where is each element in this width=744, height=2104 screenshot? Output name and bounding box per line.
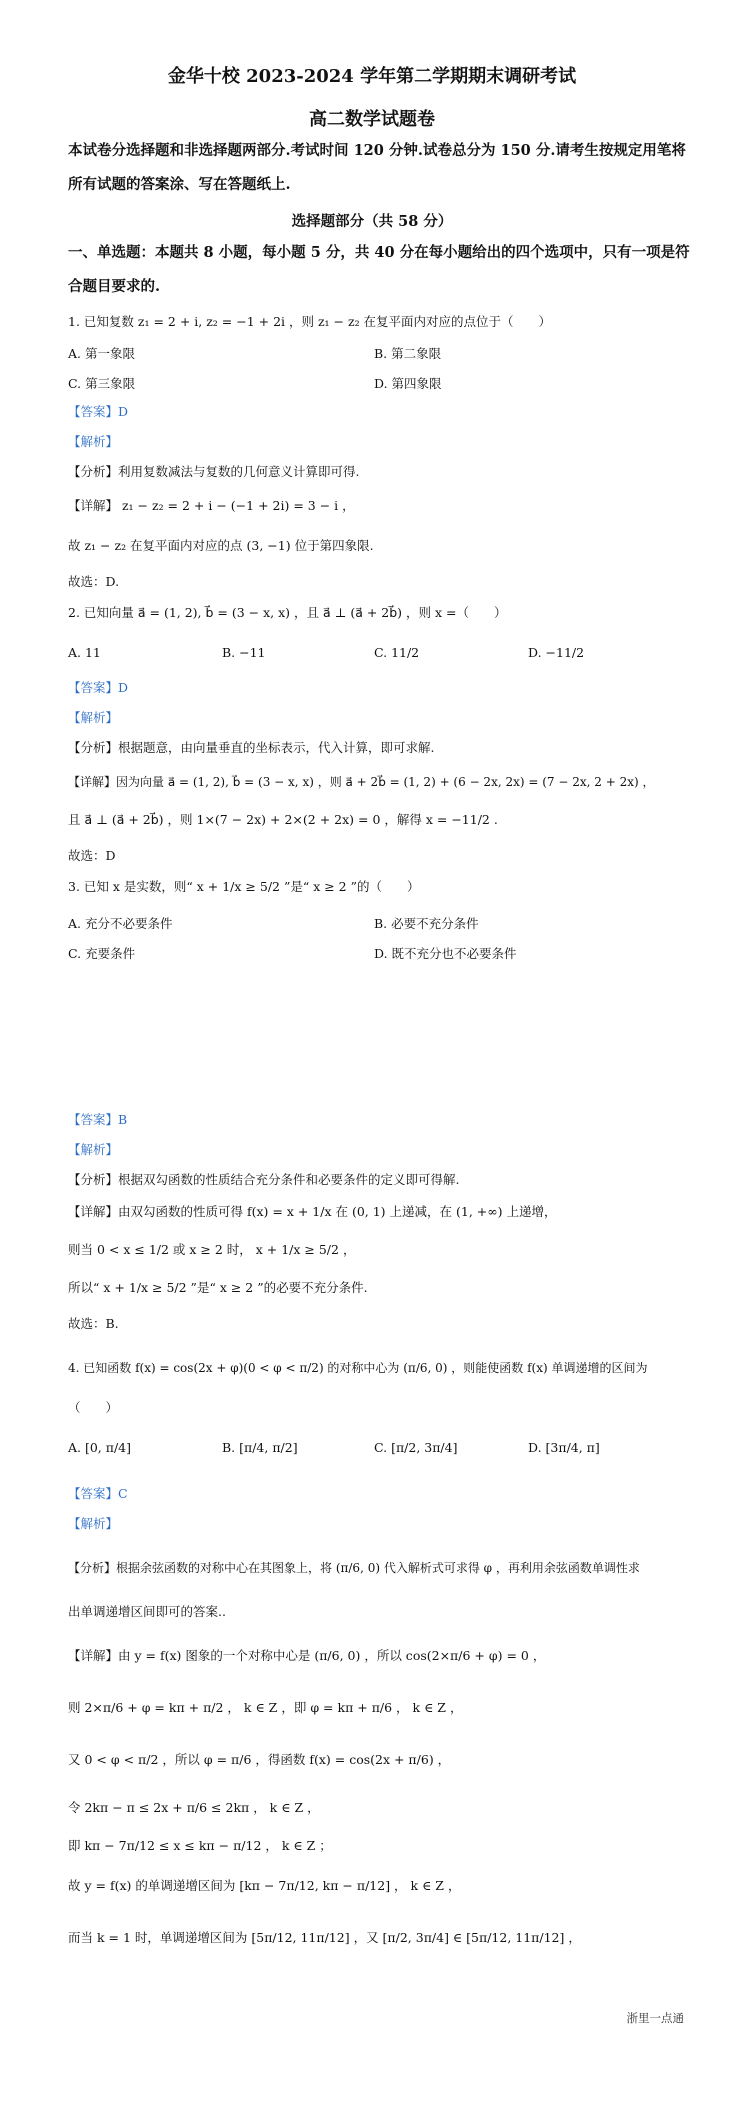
- section-heading-2: 合题目要求的.: [68, 278, 161, 295]
- q4-analysis-label: 【解析】: [68, 1516, 119, 1531]
- q3-answer: 【答案】B: [68, 1112, 128, 1127]
- q2-option-c: C. 11/2: [374, 645, 420, 660]
- q3-solution-4: 所以“ x + 1/x ≥ 5/2 ”是“ x ≥ 2 ”的必要不充分条件.: [68, 1280, 368, 1295]
- q2-option-a: A. 11: [68, 645, 101, 660]
- q2-analysis-label: 【解析】: [68, 710, 119, 725]
- q4-solution-6: 令 2kπ − π ≤ 2x + π/6 ≤ 2kπ ， k ∈ Z ，: [68, 1800, 320, 1815]
- q2-answer: 【答案】D: [68, 680, 129, 695]
- q3-solution-1: 【分析】根据双勾函数的性质结合充分条件和必要条件的定义即可得解.: [68, 1172, 460, 1187]
- q4-solution-8: 故 y = f(x) 的单调递增区间为 [kπ − 7π/12, kπ − π/12] ， k ∈ Z ，: [68, 1878, 461, 1893]
- q3-option-c: C. 充要条件: [68, 946, 136, 961]
- q4-solution-9: 而当 k = 1 时，单调递增区间为 [5π/12, 11π/12] ，又 [π/2, 3π/4] ∈ [5π/12, 11π/12] ，: [68, 1930, 581, 1945]
- q1-analysis-label: 【解析】: [68, 434, 119, 449]
- exam-title: 金华十校 2023-2024 学年第二学期期末调研考试: [167, 66, 577, 87]
- q4-option-a: A. [0, π/4]: [68, 1440, 132, 1455]
- q3-option-d: D. 既不充分也不必要条件: [374, 946, 517, 961]
- q2-solution-2: 【详解】因为向量 a⃗ = (1, 2), b⃗ = (3 − x, x) ，则 a⃗ + 2b⃗ = (1, 2) + (6 − 2x, 2x) = (7 − 2x, 2 + 2x) ，: [68, 775, 655, 789]
- q4-solution-5: 又 0 < φ < π/2 ，所以 φ = π/6 ，得函数 f(x) = cos(2x + π/6) ，: [68, 1752, 451, 1767]
- notice-line-2: 所有试题的答案涂、写在答题纸上.: [68, 176, 291, 193]
- q4-answer: 【答案】C: [68, 1486, 128, 1501]
- q1-stem: 1. 已知复数 z₁ = 2 + i, z₂ = −1 + 2i ，则 z₁ − z₂ 在复平面内对应的点位于（ ）: [68, 314, 552, 329]
- q3-solution-5: 故选：B.: [68, 1316, 119, 1331]
- q1-solution-3: 故 z₁ − z₂ 在复平面内对应的点 (3, −1) 位于第四象限.: [68, 538, 374, 553]
- q2-option-b: B. −11: [222, 645, 266, 660]
- q3-option-b: B. 必要不充分条件: [374, 916, 479, 931]
- q4-solution-4: 则 2×π/6 + φ = kπ + π/2 ， k ∈ Z ，即 φ = kπ + π/6 ， k ∈ Z ，: [68, 1700, 463, 1715]
- q1-option-c: C. 第三象限: [68, 376, 136, 391]
- q3-option-a: A. 充分不必要条件: [68, 916, 173, 931]
- q4-solution-3: 【详解】由 y = f(x) 图象的一个对称中心是 (π/6, 0) ，所以 cos(2×π/6 + φ) = 0 ，: [68, 1648, 546, 1663]
- q3-solution-2: 【详解】由双勾函数的性质可得 f(x) = x + 1/x 在 (0, 1) 上递减，在 (1, +∞) 上递增，: [68, 1204, 557, 1219]
- q3-analysis-label: 【解析】: [68, 1142, 119, 1157]
- q4-solution-1: 【分析】根据余弦函数的对称中心在其图象上，将 (π/6, 0) 代入解析式可求得 φ ，再利用余弦函数单调性求: [68, 1561, 640, 1575]
- notice-line-1: 本试卷分选择题和非选择题两部分.考试时间 120 分钟.试卷总分为 150 分.请考生按规定用笔将: [68, 142, 686, 159]
- q2-solution-1: 【分析】根据题意，由向量垂直的坐标表示，代入计算，即可求解.: [68, 740, 435, 755]
- q4-stem-paren: （ ）: [68, 1400, 119, 1415]
- q1-answer: 【答案】D: [68, 404, 129, 419]
- q4-option-b: B. [π/4, π/2]: [222, 1440, 298, 1455]
- q3-stem: 3. 已知 x 是实数，则“ x + 1/x ≥ 5/2 ”是“ x ≥ 2 ”的（ ）: [68, 879, 420, 894]
- q4-solution-7: 即 kπ − 7π/12 ≤ x ≤ kπ − π/12 ， k ∈ Z ；: [68, 1838, 332, 1853]
- q2-option-d: D. −11/2: [528, 645, 585, 660]
- q3-solution-3: 则当 0 < x ≤ 1/2 或 x ≥ 2 时， x + 1/x ≥ 5/2 ，: [68, 1242, 356, 1257]
- q4-stem: 4. 已知函数 f(x) = cos(2x + φ)(0 < φ < π/2) 的对称中心为 (π/6, 0) ，则能使函数 f(x) 单调递增的区间为: [68, 1361, 648, 1375]
- part-heading: 选择题部分（共 58 分）: [291, 213, 453, 230]
- q4-option-d: D. [3π/4, π]: [528, 1440, 600, 1455]
- q2-solution-4: 故选：D: [68, 848, 116, 863]
- exam-subtitle: 高二数学试题卷: [309, 109, 435, 130]
- footer-brand: 浙里一点通: [626, 2011, 684, 2025]
- q4-option-c: C. [π/2, 3π/4]: [374, 1440, 458, 1455]
- q2-solution-3: 且 a⃗ ⊥ (a⃗ + 2b⃗) ，则 1×(7 − 2x) + 2×(2 + 2x) = 0 ，解得 x = −11/2 .: [68, 812, 498, 827]
- q1-option-b: B. 第二象限: [374, 346, 442, 361]
- q1-solution-2: 【详解】 z₁ − z₂ = 2 + i − (−1 + 2i) = 3 − i ，: [68, 498, 355, 513]
- q1-option-d: D. 第四象限: [374, 376, 442, 391]
- q4-solution-2: 出单调递增区间即可的答案..: [68, 1604, 226, 1619]
- q1-option-a: A. 第一象限: [68, 346, 135, 361]
- q2-stem: 2. 已知向量 a⃗ = (1, 2), b⃗ = (3 − x, x) ，且 a⃗ ⊥ (a⃗ + 2b⃗) ，则 x =（ ）: [68, 605, 507, 620]
- q1-solution-1: 【分析】利用复数减法与复数的几何意义计算即可得.: [68, 464, 360, 479]
- q1-solution-4: 故选：D.: [68, 574, 120, 589]
- section-heading-1: 一、单选题：本题共 8 小题，每小题 5 分，共 40 分在每小题给出的四个选项中，只有一项是符: [68, 244, 690, 261]
